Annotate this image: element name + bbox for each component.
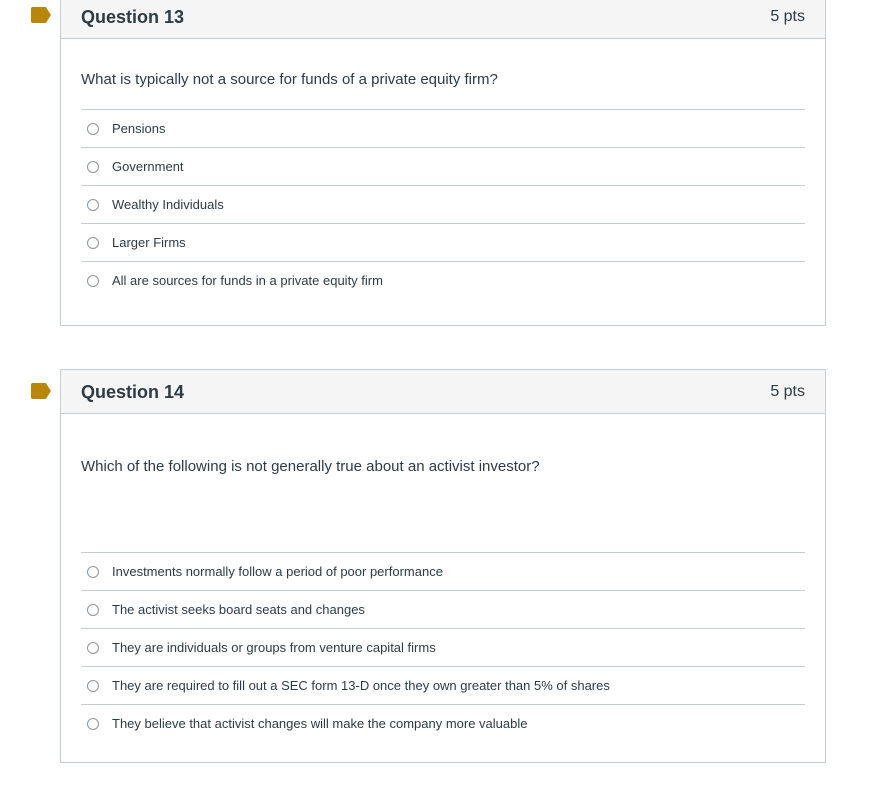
answer-label: All are sources for funds in a private equity firm xyxy=(112,273,383,288)
radio-button[interactable] xyxy=(87,718,99,730)
answer-option[interactable] xyxy=(81,667,805,705)
answer-label: Investments normally follow a period of poor performance xyxy=(112,564,443,579)
answer-label: Larger Firms xyxy=(112,235,186,250)
answer-option[interactable] xyxy=(81,262,805,299)
answer-label: They are required to fill out a SEC form 13-D once they own greater than 5% of shares xyxy=(112,678,610,693)
answer-label: Pensions xyxy=(112,121,166,136)
radio-button[interactable] xyxy=(87,161,99,173)
radio-button[interactable] xyxy=(87,275,99,287)
answer-label: They believe that activist changes will make the company more valuable xyxy=(112,716,528,731)
radio-button[interactable] xyxy=(87,604,99,616)
question-text: Which of the following is not generally true about an activist investor? xyxy=(81,458,540,475)
question-13-card xyxy=(60,0,826,326)
answer-list xyxy=(81,109,805,299)
question-text: What is typically not a source for funds of a private equity firm? xyxy=(81,71,498,88)
question-title: Question 14 xyxy=(81,382,185,402)
question-title: Question 13 xyxy=(81,7,185,27)
question-points: 5 pts xyxy=(770,383,805,400)
flag-question-icon[interactable] xyxy=(31,383,51,399)
answer-label: Wealthy Individuals xyxy=(112,197,224,212)
question-14-card xyxy=(60,369,826,763)
answer-option[interactable] xyxy=(81,553,805,591)
answer-label: The activist seeks board seats and changes xyxy=(112,602,365,617)
question-header xyxy=(61,0,825,39)
answer-option[interactable] xyxy=(81,629,805,667)
answer-list xyxy=(81,552,805,742)
answer-option[interactable] xyxy=(81,705,805,742)
answer-option[interactable] xyxy=(81,591,805,629)
radio-button[interactable] xyxy=(87,237,99,249)
flag-question-icon[interactable] xyxy=(31,7,51,23)
answer-label: Government xyxy=(112,159,184,174)
answer-option[interactable] xyxy=(81,148,805,186)
answer-option[interactable] xyxy=(81,186,805,224)
answer-label: They are individuals or groups from venture capital firms xyxy=(112,640,436,655)
radio-button[interactable] xyxy=(87,199,99,211)
answer-option[interactable] xyxy=(81,110,805,148)
answer-option[interactable] xyxy=(81,224,805,262)
radio-button[interactable] xyxy=(87,680,99,692)
question-header xyxy=(61,370,825,414)
radio-button[interactable] xyxy=(87,642,99,654)
radio-button[interactable] xyxy=(87,123,99,135)
question-points: 5 pts xyxy=(770,8,805,25)
radio-button[interactable] xyxy=(87,566,99,578)
